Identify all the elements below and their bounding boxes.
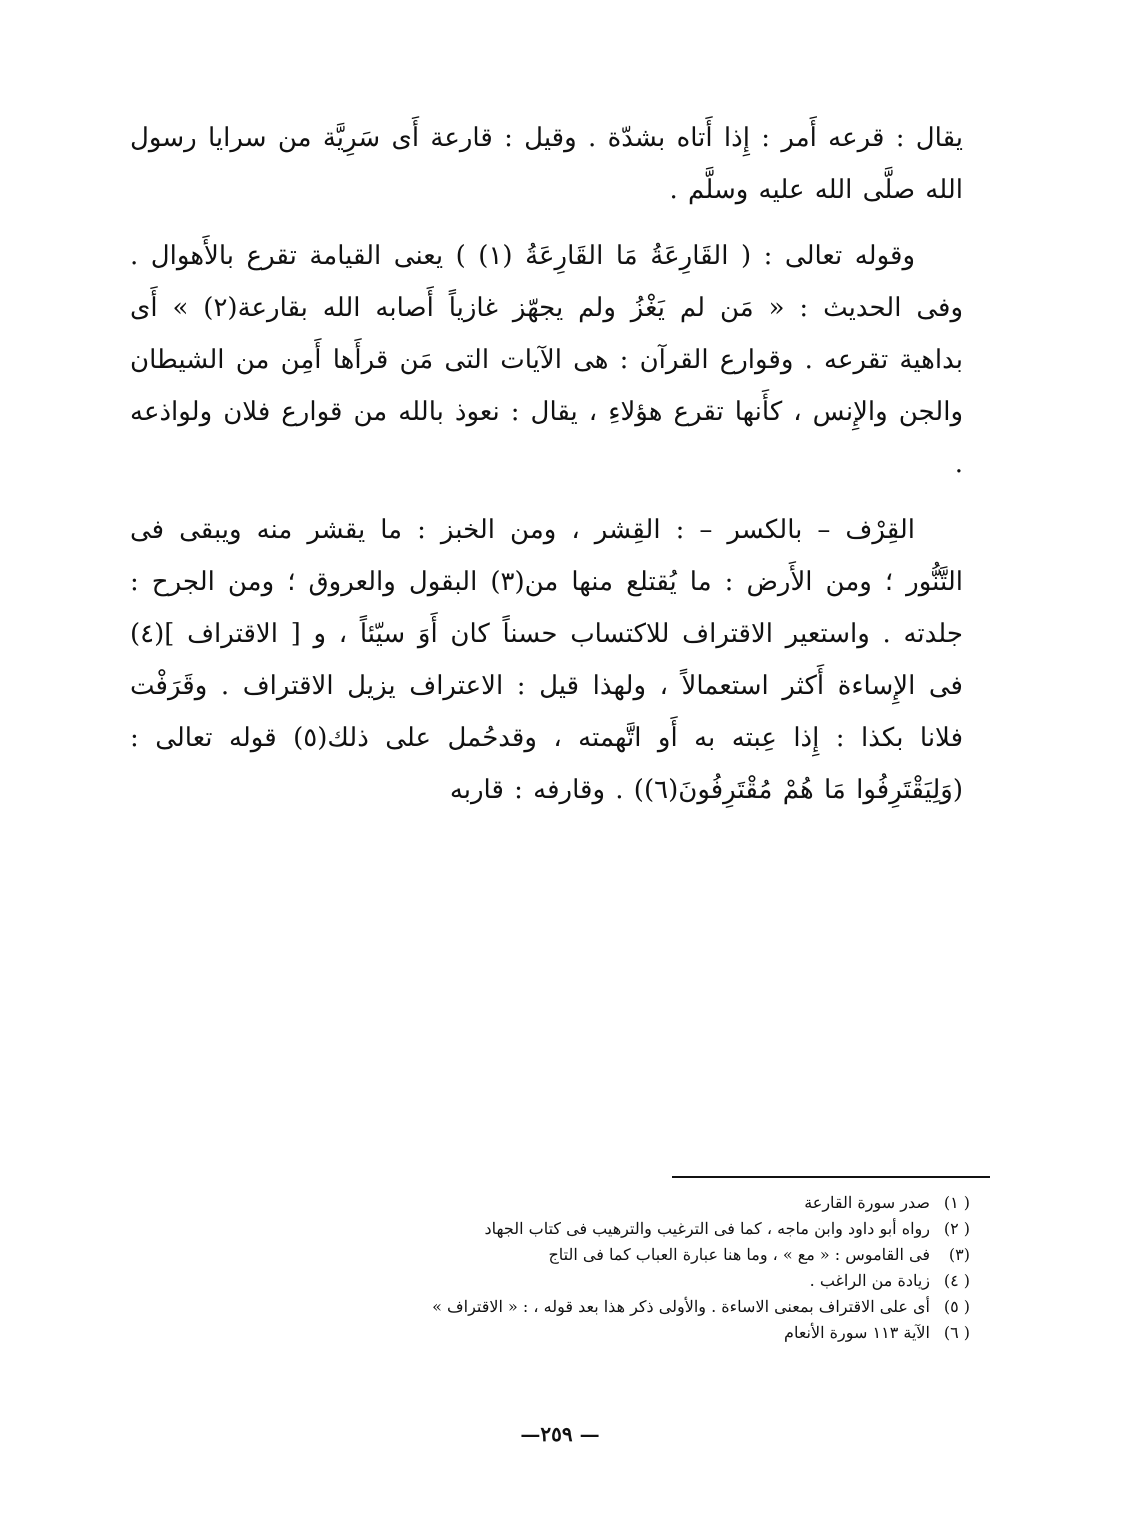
paragraph-1: يقال : قرعه أَمر : إِذا أَتاه بشدّة . وقيل : قارعة أَى سَرِيَّة من سرايا رسول الله صلَّى الله عليه وسلَّم . — [130, 123, 963, 205]
page-number: — ٢٥٩— — [520, 1422, 600, 1446]
footnotes — [290, 1190, 970, 1346]
main-text — [130, 112, 963, 816]
footnote-5 — [290, 1294, 970, 1320]
footnote-number: ( ٦) — [943, 1323, 970, 1342]
footnote-number: (٣) — [948, 1245, 970, 1264]
footnote-text: الآية ١١٣ سورة الأنعام — [784, 1323, 930, 1342]
footnote-number: ( ٢) — [943, 1219, 970, 1238]
footnote-divider — [672, 1176, 990, 1178]
footnote-number: ( ٤) — [943, 1271, 970, 1290]
footnote-text: صدر سورة القارعة — [804, 1193, 930, 1212]
footnote-text: رواه أبو داود وابن ماجه ، كما فى الترغيب والترهيب فى كتاب الجهاد — [484, 1219, 930, 1238]
paragraph-2: وقوله تعالى : ( القَارِعَةُ مَا القَارِعَةُ (١) ) يعنى القيامة تقرع بالأَهوال . وفى الحديث : « مَن لم يَغْزُ ولم يجهّز غازياً أَصابه الله بقارعة(٢) » أَى بداهية تقرعه . وقوارع القرآن : هى الآيات التى مَن قرأَها أَمِن من الشيطان والجن والإِنس ، كأَنها تقرع هؤلاءِ ، يقال : نعوذ بالله من قوارع فلان ولواذعه . — [130, 241, 964, 479]
footnote-text: فى القاموس : « مع » ، وما هنا عبارة العباب كما فى التاج — [548, 1245, 930, 1264]
paragraph-3: القِرْف – بالكسر – : القِشر ، ومن الخبز : ما يقشر منه ويبقى فى التَّنُّور ؛ ومن الأَرض : ما يُقتلع منها من(٣) البقول والعروق ؛ ومن الجرح : جلدته . واستعير الاقتراف للاكتساب حسناً كان أَوَ سيّئاً ، و [ الاقتراف ](٤) فى الإِساءة أَكثر استعمالاً ، ولهذا قيل : الاعتراف يزيل الاقتراف . وقَرَفْت فلانا بكذا : إِذا عِبته به أَو اتَّهمته ، وقدحُمل على ذلك(٥) قوله تعالى : (وَلِيَقْتَرِفُوا مَا هُمْ مُقْتَرِفُونَ(٦)) . وقارفه : قاربه — [130, 515, 963, 805]
footnote-3 — [290, 1242, 970, 1268]
footnote-number: ( ٥) — [943, 1297, 970, 1316]
footnote-6 — [290, 1320, 970, 1346]
footnote-4 — [290, 1268, 970, 1294]
footnote-text: أى على الاقتراف بمعنى الاساءة . والأولى ذكر هذا بعد قوله ، : « الاقتراف » — [432, 1297, 930, 1316]
footnote-text: زيادة من الراغب . — [809, 1271, 930, 1290]
footnote-number: ( ١) — [943, 1193, 970, 1212]
footnote-1 — [290, 1190, 970, 1216]
footnote-2 — [290, 1216, 970, 1242]
